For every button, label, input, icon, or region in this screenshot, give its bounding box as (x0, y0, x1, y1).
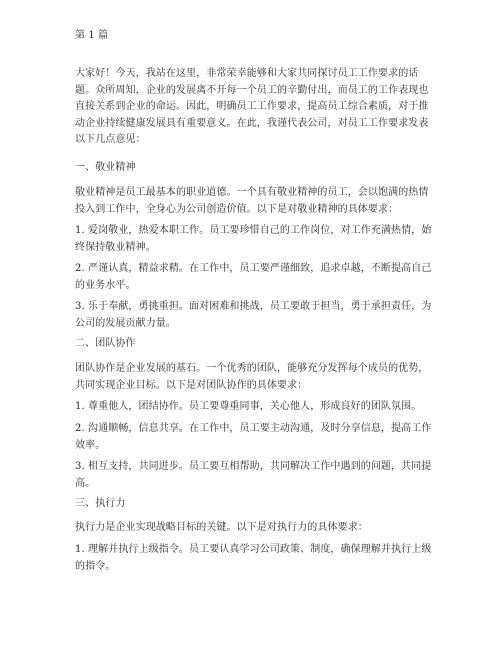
list-item: 3. 乐于奉献，勇挑重担。面对困难和挑战，员工要敢于担当，勇于承担责任，为公司的发展贡献力量。 (75, 301, 432, 329)
list-item: 3. 相互支持，共同进步。员工要互相帮助，共同解决工作中遇到的问题，共同提高。 (75, 461, 432, 489)
list-item: 2. 严谨认真，精益求精。在工作中，员工要严谨细致，追求卓越，不断提高自己的业务水平。 (75, 263, 432, 291)
list-item: 1. 理解并执行上级指令。员工要认真学习公司政策、制度，确保理解并执行上级的指令。 (75, 544, 432, 572)
section-title: 二、团队协作 (75, 338, 136, 349)
intro-paragraph: 大家好！今天，我站在这里，非常荣幸能够和大家共同探讨员工工作要求的话题。众所周知，企业的发展离不开每一个员工的辛勤付出，而员工的工作表现也直接关系到企业的命运。因此，明确员工工作要求，提高员工综合素质，对于推动企业持续健康发展具有重要意义。在此，我谨代表公司，对员工工作要求发表以下几点意见： (75, 68, 429, 145)
section-lead-paragraph: 团队协作是企业发展的基石。一个优秀的团队，能够充分发挥每个成员的优势，共同实现企业目标。以下是对团队协作的具体要求： (75, 363, 429, 391)
section-title: 一、敬业精神 (75, 162, 136, 173)
list-item: 2. 沟通顺畅，信息共享。在工作中，员工要主动沟通，及时分享信息，提高工作效率。 (75, 423, 432, 451)
section-lead-paragraph: 敬业精神是员工最基本的职业道德。一个具有敬业精神的员工，会以饱满的热情投入到工作中，全身心为公司创造价值。以下是对敬业精神的具体要求： (75, 187, 429, 215)
list-item: 1. 尊重他人，团结协作。员工要尊重同事，关心他人，形成良好的团队氛围。 (75, 401, 422, 412)
section-lead-paragraph: 执行力是企业实现战略目标的关键。以下是对执行力的具体要求： (75, 522, 368, 533)
section-title: 三、执行力 (75, 498, 126, 509)
document-heading: 第 1 篇 (75, 30, 109, 41)
list-item: 1. 爱岗敬业，热爱本职工作。员工要珍惜自己的工作岗位，对工作充满热情，始终保持敬业精神。 (75, 225, 432, 253)
